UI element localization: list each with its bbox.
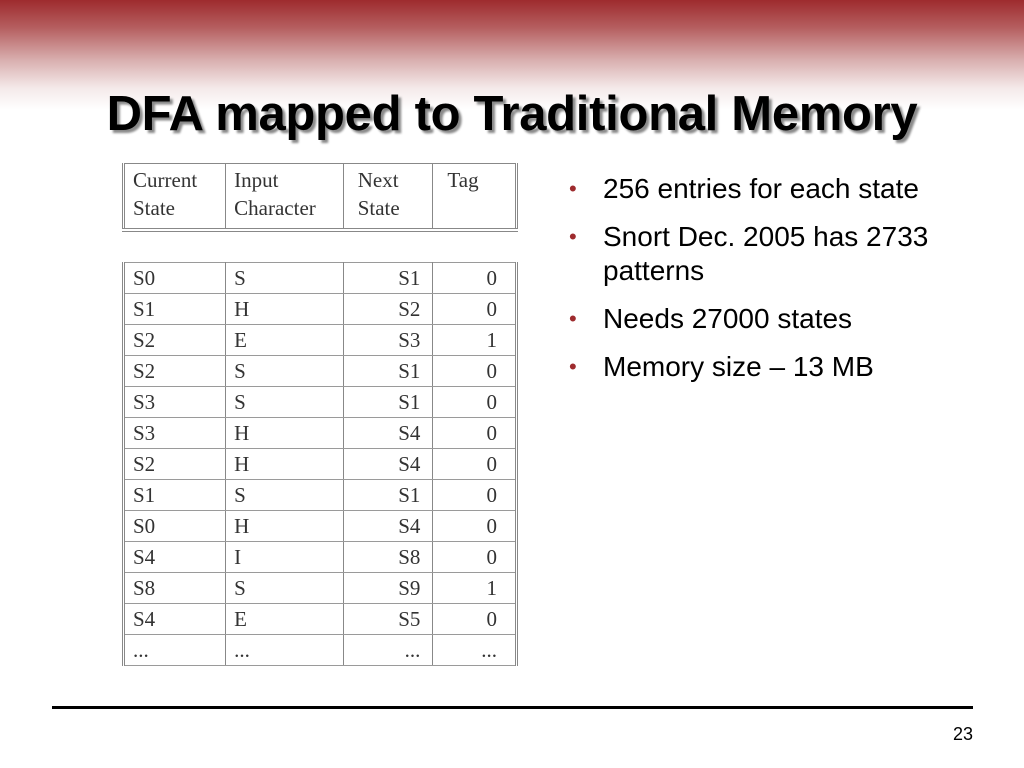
cell-current-state: S3	[124, 418, 226, 449]
table-row	[124, 263, 517, 294]
dfa-transition-table	[122, 163, 518, 666]
cell-next-state: S4	[343, 449, 433, 480]
header-current-state-line1: Current	[133, 168, 198, 192]
bullet-dot-icon: •	[569, 354, 577, 379]
cell-tag: 0	[433, 263, 517, 294]
cell-current-state: S2	[124, 449, 226, 480]
cell-current-state: S8	[124, 573, 226, 604]
cell-next-state: S2	[343, 294, 433, 325]
cell-next-state: S1	[343, 263, 433, 294]
cell-tag: 0	[433, 511, 517, 542]
cell-tag: 0	[433, 449, 517, 480]
cell-next-state: S8	[343, 542, 433, 573]
table-row	[124, 480, 517, 511]
cell-input-character: E	[226, 325, 344, 356]
cell-tag: 0	[433, 480, 517, 511]
slide-title: DFA mapped to Traditional Memory	[106, 87, 918, 141]
bullet-dot-icon: •	[569, 176, 577, 201]
table-row	[124, 294, 517, 325]
cell-next-state: S5	[343, 604, 433, 635]
cell-next-state: S9	[343, 573, 433, 604]
cell-current-state: S1	[124, 480, 226, 511]
header-next-state-line2: State	[357, 196, 400, 220]
cell-current-state: S0	[124, 511, 226, 542]
table-row	[124, 418, 517, 449]
header-separator	[124, 230, 517, 263]
cell-current-state: S1	[124, 294, 226, 325]
cell-current-state: S4	[124, 604, 226, 635]
cell-tag: 0	[433, 387, 517, 418]
cell-input-character: H	[226, 511, 344, 542]
cell-next-state: S1	[343, 387, 433, 418]
cell-input-character: S	[226, 480, 344, 511]
bullet-dot-icon: •	[569, 306, 577, 331]
state-table	[122, 163, 518, 666]
cell-next-state: S1	[343, 356, 433, 387]
cell-next-state: ...	[343, 635, 433, 666]
cell-input-character: E	[226, 604, 344, 635]
cell-current-state: S3	[124, 387, 226, 418]
cell-input-character: ...	[226, 635, 344, 666]
header-input-character-line1: Input	[234, 168, 279, 192]
cell-tag: ...	[433, 635, 517, 666]
cell-input-character: H	[226, 418, 344, 449]
header-current-state	[124, 164, 226, 231]
header-next-state	[343, 164, 433, 231]
cell-current-state: S0	[124, 263, 226, 294]
cell-input-character: S	[226, 387, 344, 418]
header-tag-line1: Tag	[447, 168, 479, 192]
table-row	[124, 573, 517, 604]
table-row	[124, 542, 517, 573]
cell-tag: 1	[433, 573, 517, 604]
table-row	[124, 635, 517, 666]
bullet-text: Memory size – 13 MB	[603, 351, 874, 382]
bullet-text: Needs 27000 states	[603, 303, 853, 334]
cell-tag: 1	[433, 325, 517, 356]
page-number: 23	[952, 724, 973, 744]
cell-tag: 0	[433, 294, 517, 325]
cell-input-character: S	[226, 573, 344, 604]
header-input-character	[226, 164, 344, 231]
header-next-state-line1: Next	[357, 168, 399, 192]
header-input-character-line2: Character	[234, 196, 316, 220]
cell-tag: 0	[433, 418, 517, 449]
table-row	[124, 325, 517, 356]
header-current-state-line2: State	[133, 196, 175, 220]
cell-current-state: S4	[124, 542, 226, 573]
bullet-text: Snort Dec. 2005 has 2733 patterns	[603, 221, 929, 286]
table-row	[124, 604, 517, 635]
bullet-item	[565, 302, 965, 336]
table-row	[124, 449, 517, 480]
cell-input-character: S	[226, 356, 344, 387]
cell-input-character: S	[226, 263, 344, 294]
cell-input-character: H	[226, 449, 344, 480]
cell-next-state: S3	[343, 325, 433, 356]
bullet-list	[565, 172, 965, 398]
table-header-row	[124, 164, 517, 231]
cell-input-character: I	[226, 542, 344, 573]
table-row	[124, 387, 517, 418]
cell-tag: 0	[433, 542, 517, 573]
cell-tag: 0	[433, 604, 517, 635]
bullet-dot-icon: •	[569, 224, 577, 249]
cell-input-character: H	[226, 294, 344, 325]
bullet-item	[565, 172, 965, 206]
table-row	[124, 511, 517, 542]
footer-divider	[52, 706, 973, 709]
bullet-item	[565, 350, 965, 384]
table-row	[124, 356, 517, 387]
cell-tag: 0	[433, 356, 517, 387]
cell-current-state: S2	[124, 356, 226, 387]
header-tag	[433, 164, 517, 231]
cell-next-state: S4	[343, 511, 433, 542]
bullet-text: 256 entries for each state	[603, 173, 919, 204]
cell-current-state: ...	[124, 635, 226, 666]
bullet-item	[565, 220, 965, 288]
cell-next-state: S4	[343, 418, 433, 449]
cell-current-state: S2	[124, 325, 226, 356]
cell-next-state: S1	[343, 480, 433, 511]
